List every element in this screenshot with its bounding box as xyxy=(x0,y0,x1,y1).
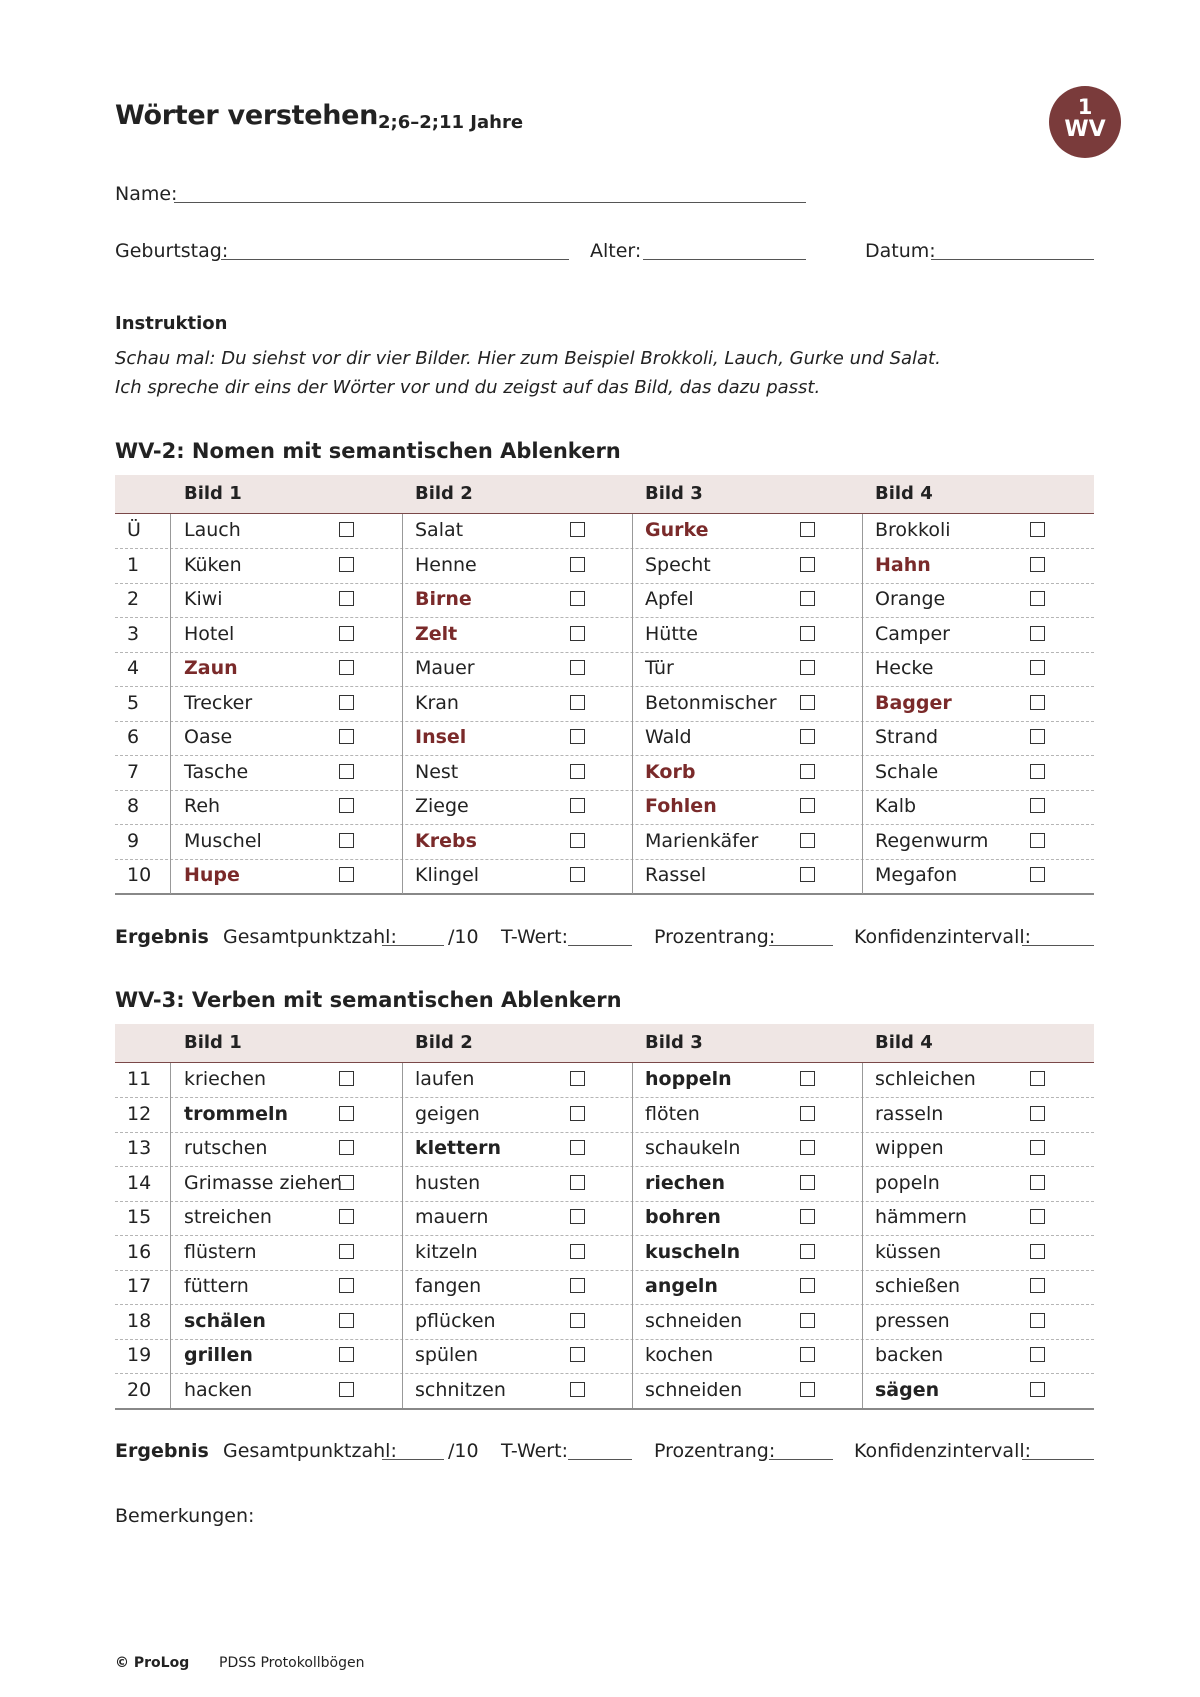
row-number: 7 xyxy=(127,760,140,783)
word-bild-1: Grimasse ziehen xyxy=(184,1171,343,1194)
wv3-table-row xyxy=(115,1167,1094,1202)
word-bild-1: schälen xyxy=(184,1309,266,1332)
checkbox-bild-2[interactable] xyxy=(570,1209,585,1224)
wv2-table-row xyxy=(115,549,1094,584)
checkbox-bild-1[interactable] xyxy=(339,1140,354,1155)
wv3-col-bild-3: Bild 3 xyxy=(645,1032,703,1053)
date-label: Datum: xyxy=(865,240,936,262)
word-bild-2: Salat xyxy=(415,519,464,541)
checkbox-bild-1[interactable] xyxy=(339,557,354,572)
word-bild-2: Nest xyxy=(415,760,459,783)
word-bild-4: rasseln xyxy=(875,1102,944,1125)
word-bild-3: bohren xyxy=(645,1206,721,1228)
checkbox-bild-3[interactable] xyxy=(800,1209,815,1224)
wv3-total-max: /10 xyxy=(448,1440,479,1462)
word-bild-4: Hecke xyxy=(875,657,934,679)
wv3-table-row xyxy=(115,1063,1094,1098)
word-bild-2: kitzeln xyxy=(415,1240,478,1263)
checkbox-bild-3[interactable] xyxy=(800,1071,815,1086)
word-bild-3: hoppeln xyxy=(645,1068,732,1090)
word-bild-2: Ziege xyxy=(415,795,469,817)
row-number: 19 xyxy=(127,1344,152,1366)
row-number: 3 xyxy=(127,622,140,645)
wv2-ci-label: Konfidenzintervall: xyxy=(854,926,1032,948)
checkbox-bild-4[interactable] xyxy=(1030,522,1045,537)
word-bild-4: backen xyxy=(875,1344,944,1366)
word-bild-3: Gurke xyxy=(645,519,709,541)
wv2-table-row xyxy=(115,790,1094,825)
word-bild-1: Reh xyxy=(184,795,221,817)
word-bild-3: schneiden xyxy=(645,1309,743,1332)
word-bild-2: spülen xyxy=(415,1344,479,1366)
birthday-field[interactable] xyxy=(221,259,569,260)
checkbox-bild-3[interactable] xyxy=(800,729,815,744)
checkbox-bild-3[interactable] xyxy=(800,1347,815,1362)
checkbox-bild-2[interactable] xyxy=(570,833,585,848)
word-bild-3: Specht xyxy=(645,553,711,576)
checkbox-bild-3[interactable] xyxy=(800,557,815,572)
checkbox-bild-3[interactable] xyxy=(800,1244,815,1259)
word-bild-1: Küken xyxy=(184,553,242,576)
wv3-table-header xyxy=(115,1024,1094,1063)
checkbox-bild-2[interactable] xyxy=(570,867,585,882)
word-bild-4: Schale xyxy=(875,760,939,783)
wv2-table-row xyxy=(115,859,1094,895)
checkbox-bild-2[interactable] xyxy=(570,626,585,641)
footer-copyright: © ProLog xyxy=(115,1655,190,1671)
word-bild-3: Marienkäfer xyxy=(645,829,759,852)
word-bild-4: schleichen xyxy=(875,1068,976,1090)
checkbox-bild-1[interactable] xyxy=(339,522,354,537)
wv3-ci-field[interactable] xyxy=(1022,1459,1094,1460)
word-bild-3: Korb xyxy=(645,760,696,783)
row-number: Ü xyxy=(127,519,141,541)
word-bild-2: husten xyxy=(415,1171,481,1194)
word-bild-1: Hotel xyxy=(184,622,235,645)
checkbox-bild-4[interactable] xyxy=(1030,557,1045,572)
word-bild-1: Muschel xyxy=(184,829,262,852)
checkbox-bild-3[interactable] xyxy=(800,1313,815,1328)
word-bild-2: Insel xyxy=(415,726,467,748)
checkbox-bild-1[interactable] xyxy=(339,867,354,882)
checkbox-bild-2[interactable] xyxy=(570,1140,585,1155)
checkbox-bild-4[interactable] xyxy=(1030,867,1045,882)
wv2-table-row xyxy=(115,583,1094,618)
word-bild-1: Zaun xyxy=(184,657,238,679)
row-number: 1 xyxy=(127,553,140,576)
wv2-total-label: Gesamtpunktzahl: xyxy=(223,926,397,948)
row-number: 16 xyxy=(127,1240,152,1263)
checkbox-bild-3[interactable] xyxy=(800,626,815,641)
checkbox-bild-1[interactable] xyxy=(339,729,354,744)
word-bild-1: Lauch xyxy=(184,519,241,541)
checkbox-bild-2[interactable] xyxy=(570,1175,585,1190)
checkbox-bild-2[interactable] xyxy=(570,729,585,744)
checkbox-bild-4[interactable] xyxy=(1030,1071,1045,1086)
page-title: Wörter verstehen xyxy=(115,100,379,131)
checkbox-bild-4[interactable] xyxy=(1030,695,1045,710)
checkbox-bild-4[interactable] xyxy=(1030,1209,1045,1224)
wv3-table-row xyxy=(115,1236,1094,1271)
checkbox-bild-1[interactable] xyxy=(339,1106,354,1121)
word-bild-3: schaukeln xyxy=(645,1137,741,1159)
age-range: 2;6–2;11 Jahre xyxy=(378,112,524,133)
birthday-label: Geburtstag: xyxy=(115,240,229,262)
row-number: 18 xyxy=(127,1309,152,1332)
column-divider xyxy=(402,1063,403,1408)
checkbox-bild-3[interactable] xyxy=(800,660,815,675)
wv3-result-row xyxy=(115,1440,209,1462)
wv2-table-row xyxy=(115,756,1094,791)
checkbox-bild-2[interactable] xyxy=(570,1313,585,1328)
word-bild-2: mauern xyxy=(415,1206,489,1228)
checkbox-bild-2[interactable] xyxy=(570,522,585,537)
wv2-col-bild-4: Bild 4 xyxy=(875,483,933,504)
checkbox-bild-2[interactable] xyxy=(570,557,585,572)
checkbox-bild-3[interactable] xyxy=(800,1175,815,1190)
row-number: 20 xyxy=(127,1378,152,1401)
checkbox-bild-4[interactable] xyxy=(1030,1313,1045,1328)
word-bild-3: Fohlen xyxy=(645,795,717,817)
word-bild-4: Strand xyxy=(875,726,939,748)
wv3-col-bild-2: Bild 2 xyxy=(415,1032,473,1053)
wv2-ci-field[interactable] xyxy=(1022,945,1094,946)
checkbox-bild-3[interactable] xyxy=(800,833,815,848)
checkbox-bild-4[interactable] xyxy=(1030,1382,1045,1397)
remarks-label: Bemerkungen: xyxy=(115,1505,255,1527)
date-field[interactable] xyxy=(931,259,1094,260)
column-divider xyxy=(862,1063,863,1408)
word-bild-4: Hahn xyxy=(875,553,931,576)
wv3-pr-field[interactable] xyxy=(769,1459,833,1460)
row-number: 4 xyxy=(127,657,140,679)
wv2-table-row xyxy=(115,825,1094,860)
word-bild-2: pflücken xyxy=(415,1309,496,1332)
word-bild-3: Rassel xyxy=(645,864,707,886)
wv2-col-bild-2: Bild 2 xyxy=(415,483,473,504)
word-bild-2: schnitzen xyxy=(415,1378,506,1401)
word-bild-4: Orange xyxy=(875,588,946,610)
checkbox-bild-4[interactable] xyxy=(1030,1106,1045,1121)
age-label: Alter: xyxy=(590,240,642,262)
word-bild-4: popeln xyxy=(875,1171,940,1194)
wv2-col-bild-1: Bild 1 xyxy=(184,483,242,504)
word-bild-3: flöten xyxy=(645,1102,700,1125)
checkbox-bild-3[interactable] xyxy=(800,522,815,537)
word-bild-1: flüstern xyxy=(184,1240,257,1263)
word-bild-2: Kran xyxy=(415,691,459,714)
checkbox-bild-1[interactable] xyxy=(339,798,354,813)
wv2-total-max: /10 xyxy=(448,926,479,948)
word-bild-4: Regenwurm xyxy=(875,829,989,852)
checkbox-bild-1[interactable] xyxy=(339,1244,354,1259)
wv3-table-row xyxy=(115,1374,1094,1410)
checkbox-bild-1[interactable] xyxy=(339,1071,354,1086)
checkbox-bild-1[interactable] xyxy=(339,1382,354,1397)
wv3-table-row xyxy=(115,1270,1094,1305)
word-bild-3: riechen xyxy=(645,1171,725,1194)
row-number: 11 xyxy=(127,1068,152,1090)
word-bild-4: schießen xyxy=(875,1275,961,1297)
checkbox-bild-4[interactable] xyxy=(1030,591,1045,606)
column-divider xyxy=(402,514,403,894)
wv3-col-bild-4: Bild 4 xyxy=(875,1032,933,1053)
word-bild-1: streichen xyxy=(184,1206,272,1228)
wv3-table-row xyxy=(115,1305,1094,1340)
word-bild-4: pressen xyxy=(875,1309,950,1332)
wv3-table-row xyxy=(115,1132,1094,1167)
wv2-table-row xyxy=(115,514,1094,549)
checkbox-bild-1[interactable] xyxy=(339,591,354,606)
checkbox-bild-4[interactable] xyxy=(1030,798,1045,813)
column-divider xyxy=(632,1063,633,1408)
checkbox-bild-1[interactable] xyxy=(339,1175,354,1190)
word-bild-3: angeln xyxy=(645,1275,718,1297)
word-bild-1: Oase xyxy=(184,726,233,748)
word-bild-3: schneiden xyxy=(645,1378,743,1401)
instruction-line-1: Schau mal: Du siehst vor dir vier Bilder. Hier zum Beispiel Brokkoli, Lauch, Gurke und Salat. xyxy=(115,348,941,369)
checkbox-bild-4[interactable] xyxy=(1030,1140,1045,1155)
wv2-pr-field[interactable] xyxy=(769,945,833,946)
word-bild-2: Birne xyxy=(415,588,472,610)
word-bild-4: küssen xyxy=(875,1240,941,1263)
checkbox-bild-1[interactable] xyxy=(339,695,354,710)
checkbox-bild-2[interactable] xyxy=(570,1244,585,1259)
word-bild-2: Zelt xyxy=(415,622,458,645)
word-bild-2: Krebs xyxy=(415,829,477,852)
word-bild-4: Megafon xyxy=(875,864,958,886)
wv2-t-field[interactable] xyxy=(568,945,632,946)
wv3-total-label: Gesamtpunktzahl: xyxy=(223,1440,397,1462)
checkbox-bild-2[interactable] xyxy=(570,695,585,710)
checkbox-bild-3[interactable] xyxy=(800,591,815,606)
wv3-table-row xyxy=(115,1201,1094,1236)
checkbox-bild-2[interactable] xyxy=(570,1278,585,1293)
checkbox-bild-4[interactable] xyxy=(1030,626,1045,641)
wv3-t-label: T-Wert: xyxy=(501,1440,568,1462)
checkbox-bild-1[interactable] xyxy=(339,833,354,848)
row-number: 6 xyxy=(127,726,140,748)
wv3-result-label: Ergebnis xyxy=(115,1440,209,1462)
row-number: 5 xyxy=(127,691,140,714)
checkbox-bild-3[interactable] xyxy=(800,867,815,882)
column-divider xyxy=(170,514,171,894)
word-bild-2: fangen xyxy=(415,1275,482,1297)
wv2-table-row xyxy=(115,652,1094,687)
word-bild-1: trommeln xyxy=(184,1102,289,1125)
checkbox-bild-1[interactable] xyxy=(339,660,354,675)
column-divider xyxy=(632,514,633,894)
word-bild-1: grillen xyxy=(184,1344,253,1366)
wv2-col-bild-3: Bild 3 xyxy=(645,483,703,504)
word-bild-4: Bagger xyxy=(875,691,952,714)
wv3-ci-label: Konfidenzintervall: xyxy=(854,1440,1032,1462)
badge-code: WV xyxy=(1064,117,1106,142)
word-bild-3: Apfel xyxy=(645,588,694,610)
word-bild-4: Camper xyxy=(875,622,950,645)
row-number: 12 xyxy=(127,1102,152,1125)
word-bild-1: Trecker xyxy=(184,691,253,714)
checkbox-bild-3[interactable] xyxy=(800,1106,815,1121)
wv3-title: WV-3: Verben mit semantischen Ablenkern xyxy=(115,988,622,1012)
row-number: 14 xyxy=(127,1171,152,1194)
wv3-table-row xyxy=(115,1098,1094,1133)
row-number: 9 xyxy=(127,829,140,852)
word-bild-1: kriechen xyxy=(184,1068,267,1090)
footer-doc-name: PDSS Protokollbögen xyxy=(219,1655,365,1671)
word-bild-4: sägen xyxy=(875,1378,940,1401)
checkbox-bild-2[interactable] xyxy=(570,1106,585,1121)
word-bild-3: Tür xyxy=(645,657,674,679)
word-bild-1: hacken xyxy=(184,1378,253,1401)
word-bild-3: Hütte xyxy=(645,622,698,645)
checkbox-bild-3[interactable] xyxy=(800,764,815,779)
column-divider xyxy=(862,514,863,894)
row-number: 10 xyxy=(127,864,152,886)
checkbox-bild-2[interactable] xyxy=(570,1347,585,1362)
checkbox-bild-1[interactable] xyxy=(339,1278,354,1293)
checkbox-bild-3[interactable] xyxy=(800,798,815,813)
instruction-line-2: Ich spreche dir eins der Wörter vor und du zeigst auf das Bild, das dazu passt. xyxy=(115,377,821,398)
checkbox-bild-4[interactable] xyxy=(1030,660,1045,675)
checkbox-bild-1[interactable] xyxy=(339,1347,354,1362)
wv2-table-body xyxy=(115,514,1094,892)
word-bild-3: kochen xyxy=(645,1344,714,1366)
row-number: 13 xyxy=(127,1137,152,1159)
word-bild-2: klettern xyxy=(415,1137,501,1159)
column-divider xyxy=(170,1063,171,1408)
word-bild-4: Brokkoli xyxy=(875,519,951,541)
word-bild-2: Mauer xyxy=(415,657,475,679)
word-bild-2: Henne xyxy=(415,553,477,576)
checkbox-bild-4[interactable] xyxy=(1030,833,1045,848)
wv2-pr-label: Prozentrang: xyxy=(654,926,776,948)
wv3-table-row xyxy=(115,1339,1094,1374)
checkbox-bild-1[interactable] xyxy=(339,1209,354,1224)
checkbox-bild-1[interactable] xyxy=(339,626,354,641)
word-bild-1: füttern xyxy=(184,1275,249,1297)
section-badge xyxy=(1049,86,1121,158)
checkbox-bild-2[interactable] xyxy=(570,764,585,779)
wv2-t-label: T-Wert: xyxy=(501,926,568,948)
checkbox-bild-1[interactable] xyxy=(339,1313,354,1328)
wv3-col-bild-1: Bild 1 xyxy=(184,1032,242,1053)
wv2-table-row xyxy=(115,618,1094,653)
checkbox-bild-4[interactable] xyxy=(1030,1347,1045,1362)
wv3-t-field[interactable] xyxy=(568,1459,632,1460)
word-bild-4: Kalb xyxy=(875,795,917,817)
checkbox-bild-2[interactable] xyxy=(570,660,585,675)
checkbox-bild-1[interactable] xyxy=(339,764,354,779)
word-bild-3: kuscheln xyxy=(645,1240,741,1263)
checkbox-bild-3[interactable] xyxy=(800,1278,815,1293)
checkbox-bild-2[interactable] xyxy=(570,798,585,813)
checkbox-bild-4[interactable] xyxy=(1030,1278,1045,1293)
name-field[interactable] xyxy=(174,202,806,203)
wv3-table-body xyxy=(115,1063,1094,1407)
checkbox-bild-4[interactable] xyxy=(1030,729,1045,744)
checkbox-bild-4[interactable] xyxy=(1030,1244,1045,1259)
word-bild-2: laufen xyxy=(415,1068,475,1090)
wv3-total-field[interactable] xyxy=(382,1459,444,1460)
row-number: 2 xyxy=(127,588,140,610)
checkbox-bild-2[interactable] xyxy=(570,591,585,606)
word-bild-3: Betonmischer xyxy=(645,691,777,714)
word-bild-1: rutschen xyxy=(184,1137,268,1159)
checkbox-bild-2[interactable] xyxy=(570,1071,585,1086)
wv2-table-header xyxy=(115,475,1094,514)
wv2-total-field[interactable] xyxy=(382,945,444,946)
word-bild-1: Kiwi xyxy=(184,588,223,610)
wv2-table-row xyxy=(115,721,1094,756)
name-label: Name: xyxy=(115,183,178,205)
instruction-heading: Instruktion xyxy=(115,313,228,334)
word-bild-2: geigen xyxy=(415,1102,480,1125)
checkbox-bild-2[interactable] xyxy=(570,1382,585,1397)
word-bild-1: Hupe xyxy=(184,864,240,886)
age-field[interactable] xyxy=(643,259,806,260)
checkbox-bild-3[interactable] xyxy=(800,1382,815,1397)
word-bild-4: wippen xyxy=(875,1137,944,1159)
wv2-result-label: Ergebnis xyxy=(115,926,209,948)
checkbox-bild-4[interactable] xyxy=(1030,1175,1045,1190)
word-bild-4: hämmern xyxy=(875,1206,967,1228)
wv2-title: WV-2: Nomen mit semantischen Ablenkern xyxy=(115,439,621,463)
checkbox-bild-3[interactable] xyxy=(800,695,815,710)
word-bild-3: Wald xyxy=(645,726,692,748)
word-bild-2: Klingel xyxy=(415,864,480,886)
checkbox-bild-3[interactable] xyxy=(800,1140,815,1155)
row-number: 17 xyxy=(127,1275,152,1297)
row-number: 15 xyxy=(127,1206,152,1228)
word-bild-1: Tasche xyxy=(184,760,249,783)
badge-number: 1 xyxy=(1077,95,1093,119)
wv2-result-row xyxy=(115,926,209,948)
wv2-table-row xyxy=(115,687,1094,722)
row-number: 8 xyxy=(127,795,140,817)
wv3-pr-label: Prozentrang: xyxy=(654,1440,776,1462)
checkbox-bild-4[interactable] xyxy=(1030,764,1045,779)
